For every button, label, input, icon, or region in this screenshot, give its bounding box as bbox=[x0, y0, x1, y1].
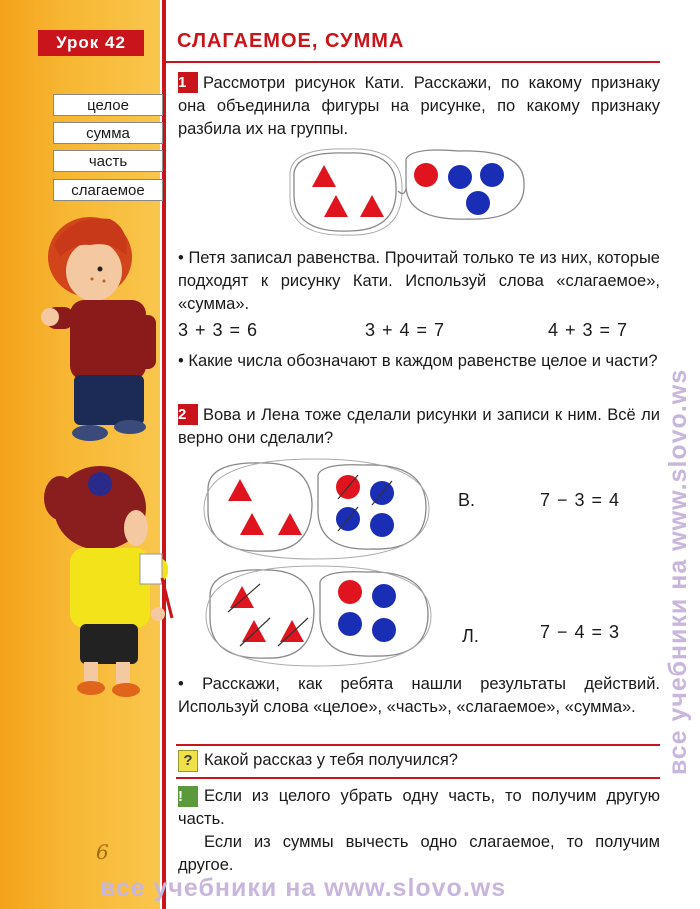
equation: 3 + 4 = 7 bbox=[365, 320, 446, 340]
girl-illustration bbox=[36, 458, 176, 703]
title-rule bbox=[166, 61, 660, 63]
question-text: Какой рассказ у тебя получился? bbox=[204, 751, 458, 769]
vova-equation: 7 − 3 = 4 bbox=[540, 490, 621, 510]
divider bbox=[176, 777, 660, 779]
page-number: 6 bbox=[96, 840, 109, 864]
vocab-term: сумма bbox=[53, 122, 163, 144]
lena-figure-groups bbox=[206, 566, 431, 666]
vocab-term: целое bbox=[53, 94, 163, 116]
rule-line-2: Если из суммы вычесть одно слагаемое, то получим другое. bbox=[178, 833, 660, 874]
katya-figure-groups bbox=[288, 147, 528, 237]
vocab-term: слагаемое bbox=[53, 179, 163, 201]
page-title: СЛАГАЕМОЕ, СУММА bbox=[177, 30, 405, 52]
rule-line-1: Если из целого убрать одну часть, то получим другую часть. bbox=[178, 787, 660, 828]
equation: 3 + 3 = 6 bbox=[178, 320, 259, 340]
task1-instruction: Рассмотри рисунок Кати. Расскажи, по какому признаку она объединила фигуры на рисунке, по какому признаку разбила их на группы. bbox=[178, 74, 660, 138]
lesson-tag: Урок 42 bbox=[38, 30, 144, 56]
task1-bullet2: • Какие числа обозначают в каждом равенстве целое и части? bbox=[178, 352, 658, 370]
watermark-side: все учебники на www.slovo.ws bbox=[664, 368, 692, 775]
task2-instruction: Вова и Лена тоже сделали рисунки и записи к ним. Всё ли верно они сделали? bbox=[178, 406, 660, 447]
equation: 4 + 3 = 7 bbox=[548, 320, 629, 340]
task-number-badge: 2 bbox=[178, 404, 198, 425]
vocab-term: часть bbox=[53, 150, 163, 172]
vova-figure-groups bbox=[204, 459, 429, 559]
task1-bullet1: • Петя записал равенства. Прочитай только те из них, которые подходят к рисунку Кати. Используй слова «слагаемое», «сумма». bbox=[178, 249, 660, 313]
vova-label: В. bbox=[458, 490, 476, 510]
task1-text bbox=[178, 72, 660, 141]
lena-label: Л. bbox=[462, 626, 479, 646]
boy-illustration bbox=[30, 205, 170, 445]
lena-equation: 7 − 4 = 3 bbox=[540, 622, 621, 642]
watermark-bottom: все учебники на www.slovo.ws bbox=[100, 874, 507, 902]
task2-bullet: • Расскажи, как ребята нашли результаты действий. Используй слова «целое», «часть», «слагаемое», «сумма». bbox=[178, 675, 660, 716]
rule-block-1 bbox=[178, 785, 660, 831]
divider bbox=[176, 744, 660, 746]
question-block bbox=[178, 749, 660, 772]
rule-icon: ! bbox=[178, 786, 198, 807]
task2-text bbox=[178, 404, 660, 450]
task-number-badge: 1 bbox=[178, 72, 198, 93]
question-icon: ? bbox=[178, 750, 198, 772]
